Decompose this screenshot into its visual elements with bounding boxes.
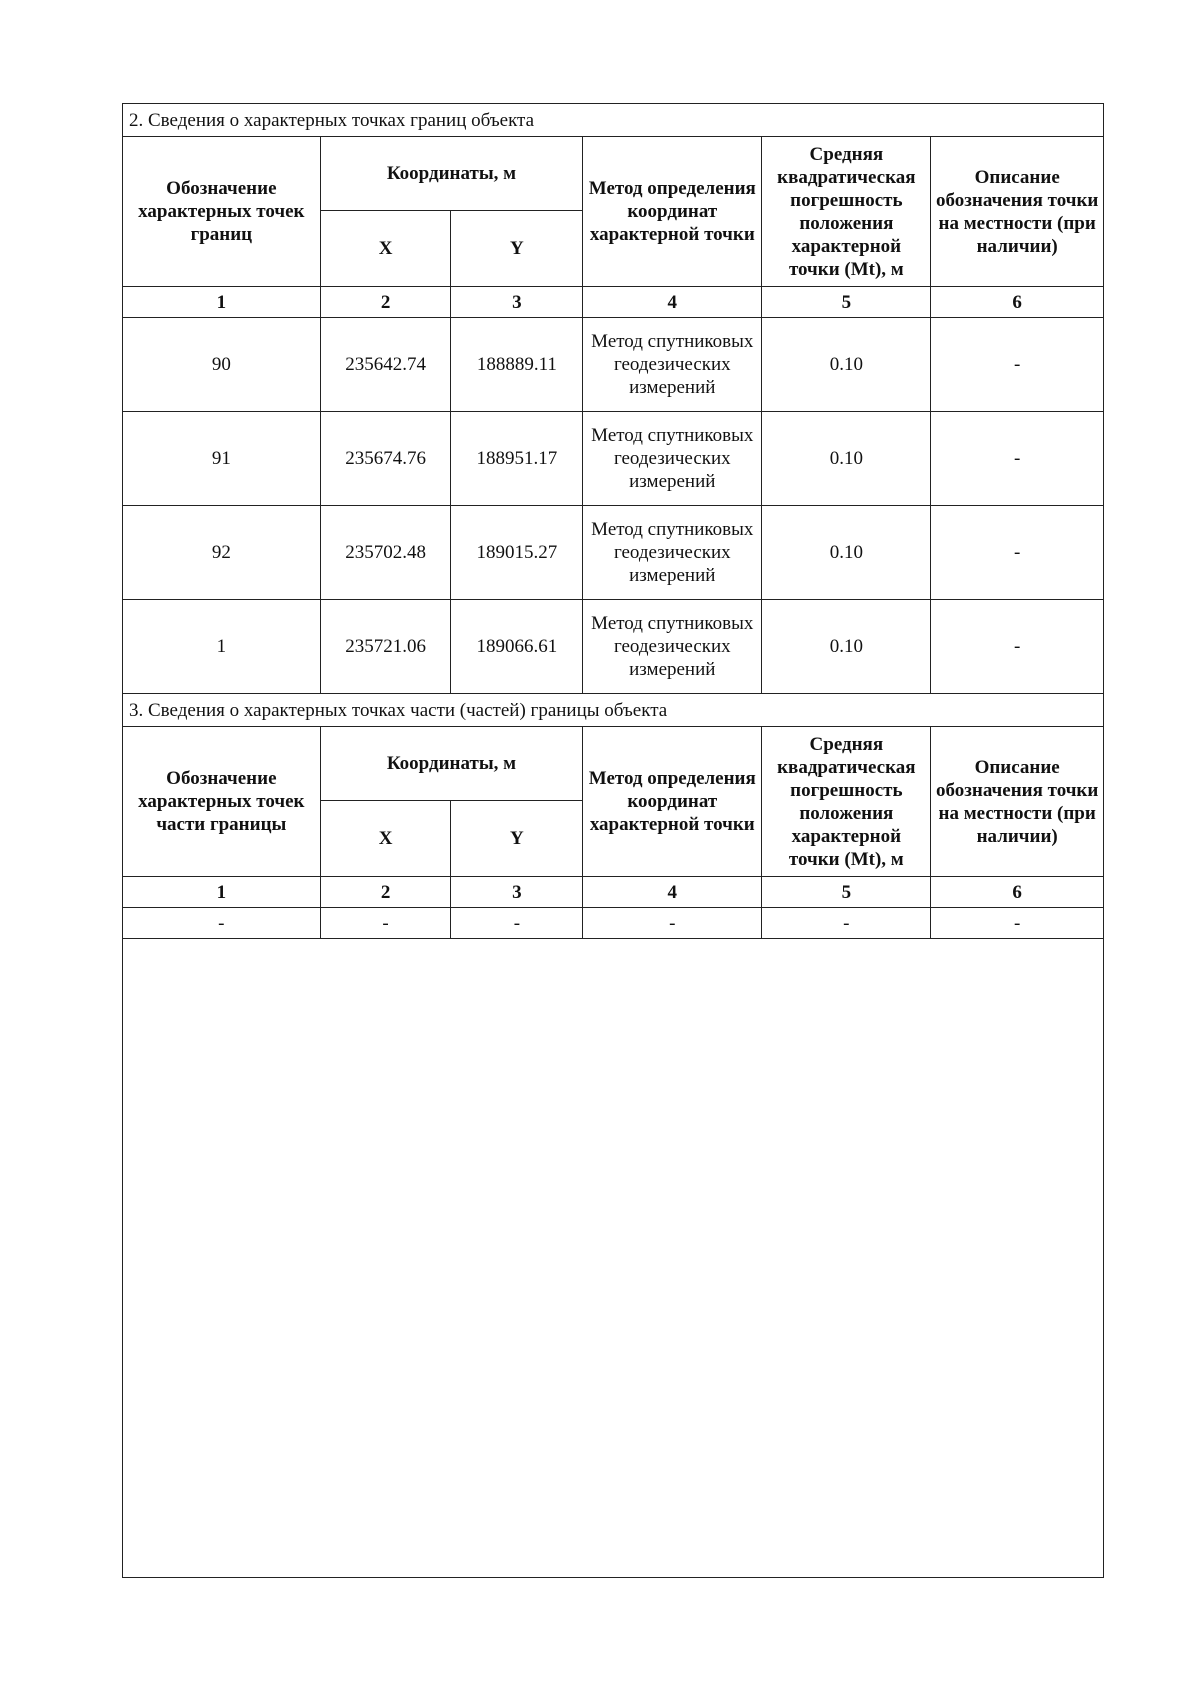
section2-title: 2. Сведения о характерных точках границ объекта [123,104,1103,137]
column-number: 3 [451,287,583,318]
table-row [123,318,1103,412]
error-cell: 0.10 [762,412,931,506]
column-number: 2 [320,287,451,318]
header-coordinates: Координаты, м [320,727,583,801]
point-cell: 91 [123,412,320,506]
column-number: 2 [320,877,451,908]
table-row [123,506,1103,600]
header-y: Y [451,801,583,877]
section3-table [123,694,1103,939]
header-x: X [320,211,451,287]
header-description: Описание обозначения точки на местности (при наличии) [931,137,1103,287]
x-cell: 235702.48 [320,506,451,600]
y-cell: 188951.17 [451,412,583,506]
y-cell: 189066.61 [451,600,583,694]
method-cell: Метод спутниковых геодезических измерений [583,506,762,600]
column-number: 5 [762,287,931,318]
error-cell: - [762,908,931,939]
error-cell: 0.10 [762,600,931,694]
header-method: Метод определения координат характерной точки [583,137,762,287]
y-cell: 189015.27 [451,506,583,600]
error-cell: 0.10 [762,506,931,600]
column-number: 4 [583,877,762,908]
x-cell: - [320,908,451,939]
section2-table [123,104,1103,694]
column-number: 1 [123,877,320,908]
y-cell: - [451,908,583,939]
point-cell: 1 [123,600,320,694]
header-designation: Обозначение характерных точек границ [123,137,320,287]
column-number: 6 [931,877,1103,908]
y-cell: 188889.11 [451,318,583,412]
x-cell: 235721.06 [320,600,451,694]
description-cell: - [931,412,1103,506]
point-cell: 90 [123,318,320,412]
header-error: Средняя квадратическая погрешность положения характерной точки (Mt), м [762,727,931,877]
table-row [123,412,1103,506]
section3-title: 3. Сведения о характерных точках части (частей) границы объекта [123,694,1103,727]
header-error: Средняя квадратическая погрешность положения характерной точки (Mt), м [762,137,931,287]
description-cell: - [931,600,1103,694]
description-cell: - [931,908,1103,939]
column-number: 6 [931,287,1103,318]
table-row [123,600,1103,694]
description-cell: - [931,318,1103,412]
point-cell: 92 [123,506,320,600]
header-x: X [320,801,451,877]
method-cell: Метод спутниковых геодезических измерений [583,600,762,694]
x-cell: 235642.74 [320,318,451,412]
document-frame [122,103,1104,1578]
column-number: 1 [123,287,320,318]
error-cell: 0.10 [762,318,931,412]
table-row [123,908,1103,939]
column-numbers-row [123,877,1103,908]
column-number: 4 [583,287,762,318]
point-cell: - [123,908,320,939]
header-designation: Обозначение характерных точек части границы [123,727,320,877]
header-y: Y [451,211,583,287]
method-cell: - [583,908,762,939]
method-cell: Метод спутниковых геодезических измерений [583,318,762,412]
x-cell: 235674.76 [320,412,451,506]
header-description: Описание обозначения точки на местности (при наличии) [931,727,1103,877]
method-cell: Метод спутниковых геодезических измерений [583,412,762,506]
description-cell: - [931,506,1103,600]
column-number: 5 [762,877,931,908]
header-coordinates: Координаты, м [320,137,583,211]
column-numbers-row [123,287,1103,318]
header-method: Метод определения координат характерной точки [583,727,762,877]
column-number: 3 [451,877,583,908]
